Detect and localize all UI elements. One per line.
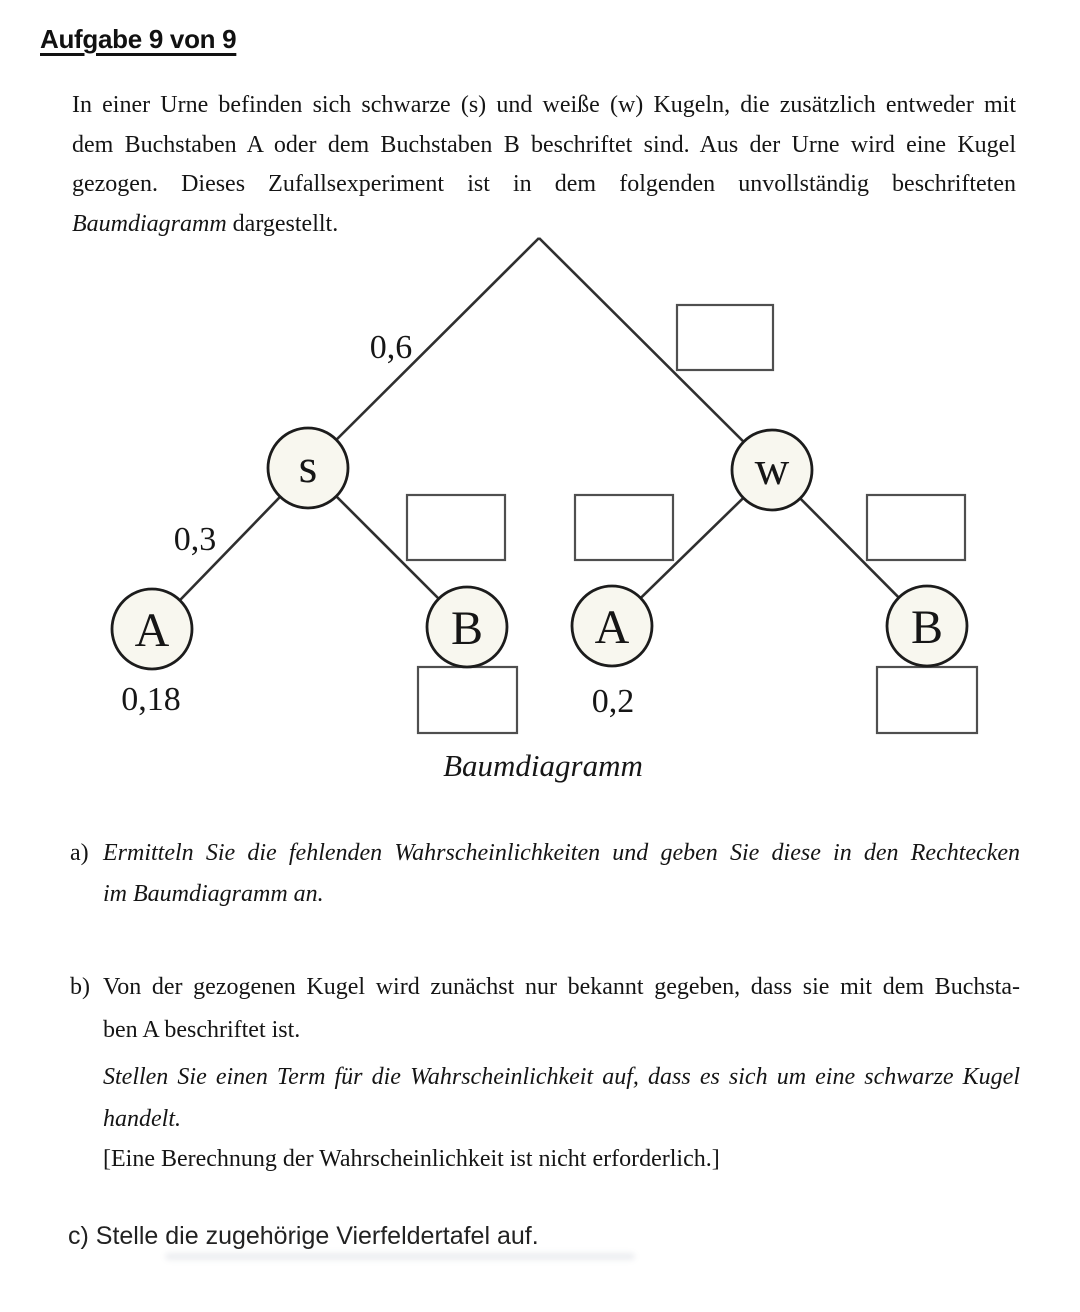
task-b-instruction xyxy=(103,1056,1020,1140)
tree-diagram xyxy=(0,225,1080,785)
answer-box-leaf-sB xyxy=(418,667,517,733)
node-w-label: w xyxy=(754,442,790,495)
edge-label-root-to-s: 0,6 xyxy=(369,329,413,366)
task-b xyxy=(70,966,1020,1052)
answer-box-w-to-B xyxy=(867,495,965,560)
task-c-text: Stelle die zugehörige Vierfeldertafel auf. xyxy=(95,1222,539,1250)
answer-box-root-to-w xyxy=(677,305,773,370)
node-sA-label: A xyxy=(134,604,170,657)
task-c-label: c) xyxy=(68,1222,89,1250)
task-a xyxy=(70,833,1020,915)
node-wB-label: B xyxy=(910,601,944,654)
node-sB-label: B xyxy=(450,602,484,655)
text-line: im Baumdiagramm an. xyxy=(103,881,324,907)
task-c xyxy=(68,1222,968,1251)
text-line: Von der gezogenen Kugel wird zunächst nur bekannt gegeben, dass sie mit dem Buchsta- xyxy=(103,974,1020,1000)
text-line: Ermitteln Sie die fehlenden Wahrscheinlichkeiten und geben Sie diese in den Rechtecken xyxy=(103,840,1020,866)
text-line: ben A beschriftet ist. xyxy=(103,1017,301,1043)
text-line: handelt. xyxy=(103,1106,181,1132)
edge-label-s-to-A: 0,3 xyxy=(173,521,217,558)
answer-box-leaf-wB xyxy=(877,667,977,733)
node-s-label: s xyxy=(298,440,318,493)
page-title: Aufgabe 9 von 9 xyxy=(40,24,237,54)
intro-paragraph xyxy=(72,86,1016,244)
text-line: dem Buchstaben A oder dem Buchstaben B beschriftet sind. Aus der Urne wird eine Kugel xyxy=(72,131,1016,158)
scan-artifact xyxy=(165,1253,635,1260)
text-line: Stellen Sie einen Term für die Wahrscheinlichkeit auf, dass es sich um eine schwarze Kugel xyxy=(103,1064,1020,1090)
text-line: In einer Urne befinden sich schwarze (s) und weiße (w) Kugeln, die zusätzlich entweder mit xyxy=(72,92,1016,118)
italic-term: Baumdiagramm xyxy=(72,210,227,237)
answer-box-s-to-B xyxy=(407,495,505,560)
leaf-label-wA: 0,2 xyxy=(591,683,635,720)
task-b-label: b) xyxy=(70,974,90,1000)
diagram-caption: Baumdiagramm xyxy=(443,748,643,783)
edge-root-to-s xyxy=(308,238,539,468)
task-a-label: a) xyxy=(70,840,89,866)
leaf-label-sA: 0,18 xyxy=(121,681,181,718)
text-span: dargestellt. xyxy=(226,210,339,237)
node-wA-label: A xyxy=(594,601,630,654)
answer-box-w-to-A xyxy=(575,495,673,560)
text-line: gezogen. Dieses Zufallsexperiment ist in dem folgenden unvollständig beschrifteten xyxy=(72,171,1016,197)
task-b-note: [Eine Berechnung der Wahrscheinlichkeit ist nicht erforderlich.] xyxy=(103,1146,720,1172)
